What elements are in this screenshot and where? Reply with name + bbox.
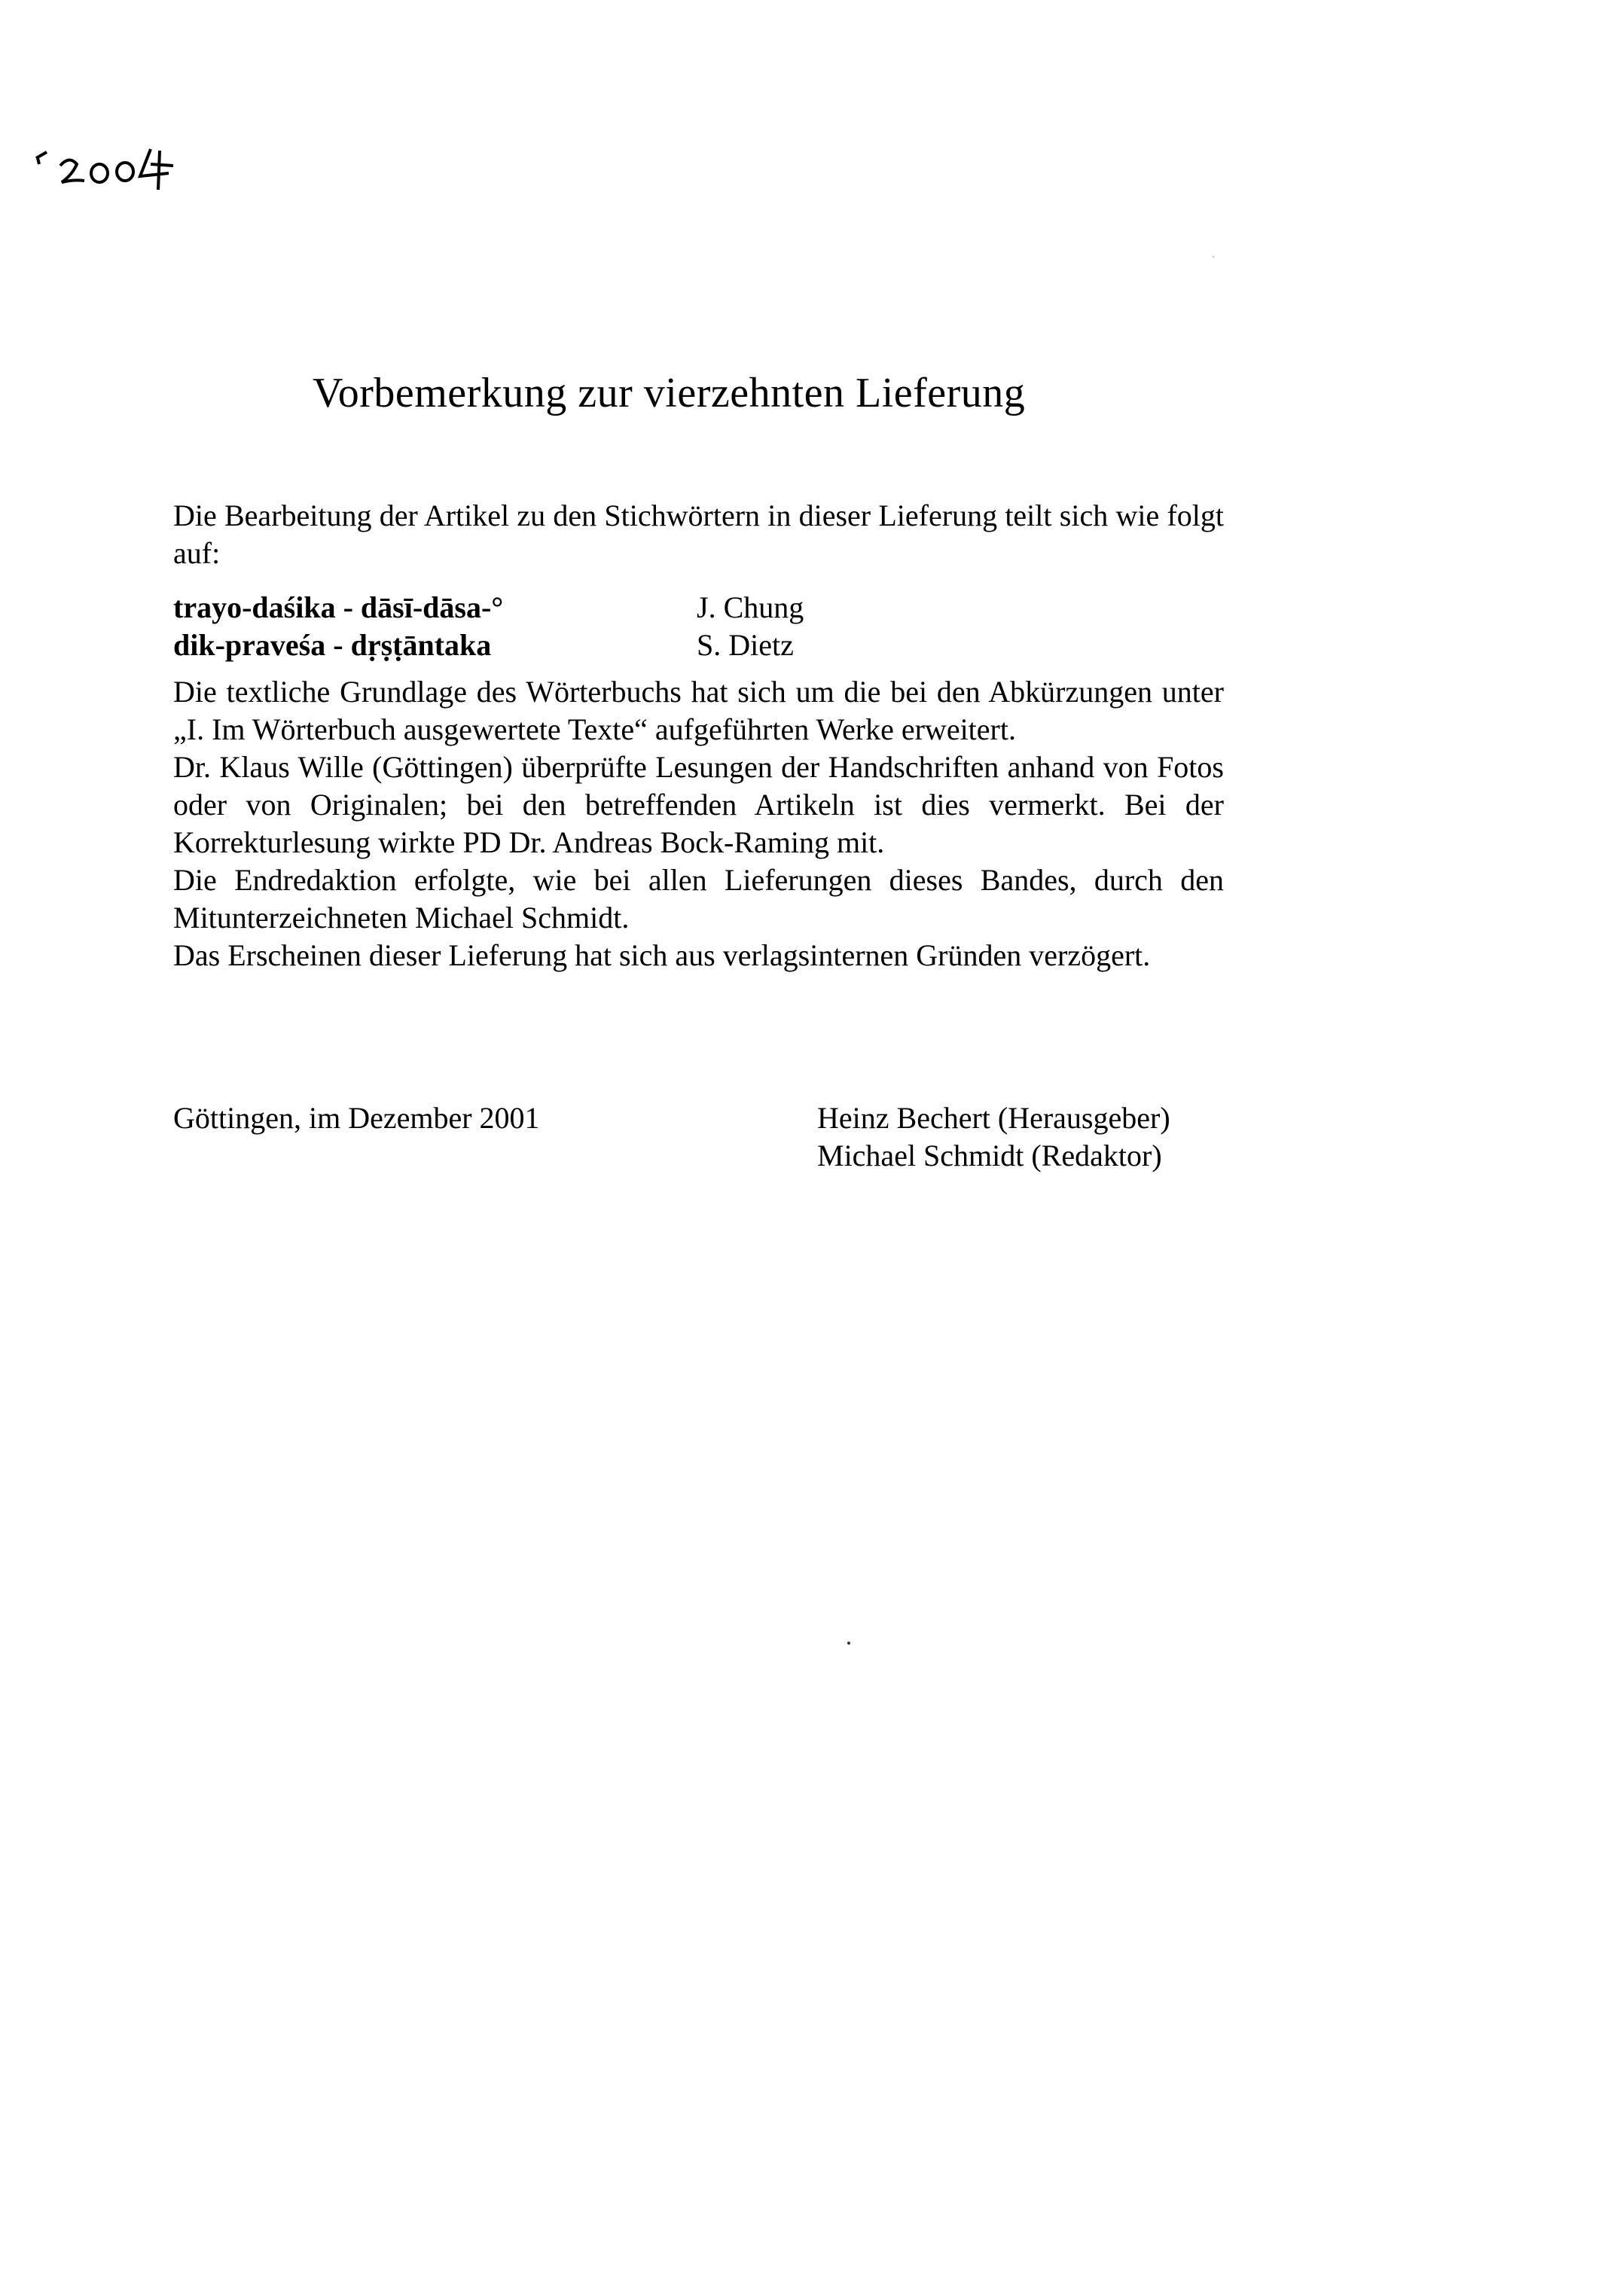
handwritten-note-drawing — [30, 136, 211, 196]
editor-signature: Heinz Bechert (Herausgeber) — [817, 1101, 1170, 1135]
paragraph-wille: Dr. Klaus Wille (Göttingen) überprüfte Lesungen der Handschriften anhand von Fotos oder von Originalen; bei den betreffenden Artikeln ist dies vermerkt. Bei der Korrekturlesung wirkte PD Dr. Andreas Bock-Raming mit. — [173, 750, 1224, 859]
entry-row — [173, 589, 1224, 627]
entry-row — [173, 627, 1224, 664]
paragraph-intro: Die Bearbeitung der Artikel zu den Stichwörtern in dieser Lieferung teilt sich wie folgt auf: — [173, 499, 1224, 570]
redactor-signature: Michael Schmidt (Redaktor) — [817, 1139, 1162, 1172]
paragraph-erscheinen: Das Erscheinen dieser Lieferung hat sich aus verlagsinternen Gründen verzögert. — [173, 938, 1151, 972]
preface-body — [173, 497, 1224, 974]
page-title: Vorbemerkung zur vierzehnten Lieferung — [313, 370, 1026, 416]
entry-term: trayo-daśika - dāsī-dāsa-° — [173, 590, 504, 624]
paragraph-grundlage: Die textliche Grundlage des Wörterbuchs hat sich um die bei den Abkürzungen unter „I. Im Wörterbuch ausgewertete Texte“ aufgeführten Werke erweitert. — [173, 675, 1224, 746]
scan-speck — [847, 1642, 850, 1645]
entry-list — [173, 589, 1224, 664]
entry-term: dik-praveśa - dṛṣṭāntaka — [173, 628, 492, 662]
signatories — [817, 1099, 1170, 1175]
place-date: Göttingen, im Dezember 2001 — [173, 1101, 540, 1135]
entry-author: J. Chung — [697, 590, 804, 624]
handwritten-note — [30, 136, 211, 196]
entry-author: S. Dietz — [697, 628, 794, 662]
paragraph-endredaktion: Die Endredaktion erfolgte, wie bei allen Lieferungen dieses Bandes, durch den Mitunterzeichneten Michael Schmidt. — [173, 863, 1224, 935]
scan-speck — [1213, 256, 1214, 258]
